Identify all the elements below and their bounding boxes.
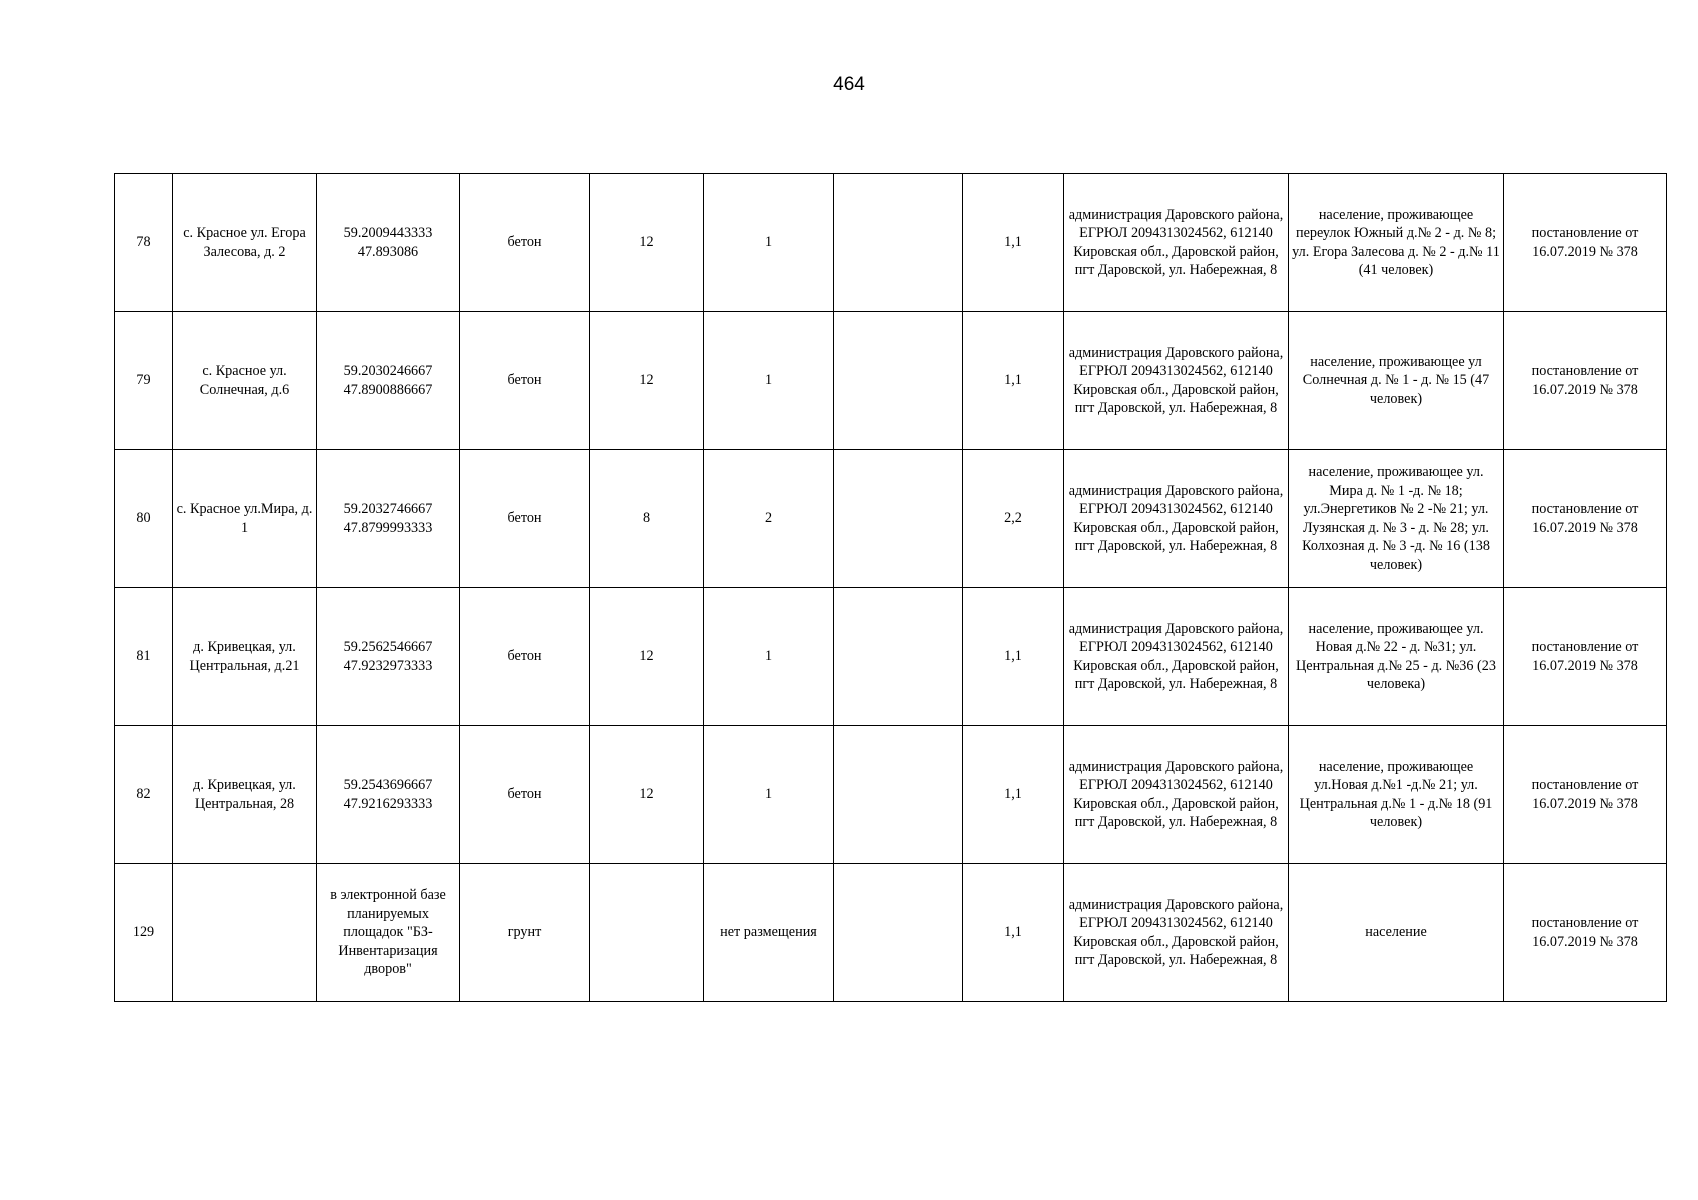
surface-type: бетон	[460, 450, 590, 588]
owner-info: администрация Даровского района, ЕГРЮЛ 2094313024562, 612140 Кировская обл., Даровской район, пгт Даровской, ул. Набережная, 8	[1064, 312, 1289, 450]
container-count: 1	[704, 312, 834, 450]
container-count: нет размещения	[704, 864, 834, 1002]
row-number: 80	[115, 450, 173, 588]
site-area	[590, 864, 704, 1002]
latitude: 59.2543696667	[343, 777, 433, 793]
table-row	[115, 864, 1667, 1002]
site-coordinates: в электронной базе планируемых площадок "БЗ-Инвентаризация дворов"	[317, 864, 460, 1002]
container-count: 1	[704, 588, 834, 726]
extra-cell	[834, 312, 963, 450]
site-coordinates	[317, 174, 460, 312]
owner-info: администрация Даровского района, ЕГРЮЛ 2094313024562, 612140 Кировская обл., Даровской район, пгт Даровской, ул. Набережная, 8	[1064, 864, 1289, 1002]
row-number: 79	[115, 312, 173, 450]
longitude: 47.9232973333	[343, 657, 433, 674]
longitude: 47.8799993333	[343, 519, 433, 536]
table-row	[115, 174, 1667, 312]
row-number: 82	[115, 726, 173, 864]
extra-cell	[834, 450, 963, 588]
surface-type: бетон	[460, 588, 590, 726]
served-population: население, проживающее ул.Новая д.№1 -д.№ 21; ул. Центральная д.№ 1 - д.№ 18 (91 человек)	[1289, 726, 1504, 864]
site-coordinates	[317, 726, 460, 864]
table-row	[115, 588, 1667, 726]
served-population: население, проживающее переулок Южный д.№ 2 - д. № 8; ул. Егора Залесова д. № 2 - д.№ 11 (41 человек)	[1289, 174, 1504, 312]
row-number: 129	[115, 864, 173, 1002]
served-population: население, проживающее ул Солнечная д. № 1 - д. № 15 (47 человек)	[1289, 312, 1504, 450]
resolution-ref: постановление от 16.07.2019 № 378	[1504, 312, 1667, 450]
table-row	[115, 312, 1667, 450]
latitude: 59.2562546667	[343, 639, 433, 655]
owner-info: администрация Даровского района, ЕГРЮЛ 2094313024562, 612140 Кировская обл., Даровской район, пгт Даровской, ул. Набережная, 8	[1064, 174, 1289, 312]
site-area: 8	[590, 450, 704, 588]
surface-type: бетон	[460, 312, 590, 450]
served-population: население	[1289, 864, 1504, 1002]
extra-cell	[834, 174, 963, 312]
row-number: 78	[115, 174, 173, 312]
container-count: 1	[704, 726, 834, 864]
extra-cell	[834, 864, 963, 1002]
surface-type: бетон	[460, 726, 590, 864]
surface-type: грунт	[460, 864, 590, 1002]
site-coordinates	[317, 588, 460, 726]
latitude: 59.2030246667	[343, 363, 433, 379]
site-address: д. Кривецкая, ул. Центральная, д.21	[173, 588, 317, 726]
owner-info: администрация Даровского района, ЕГРЮЛ 2094313024562, 612140 Кировская обл., Даровской район, пгт Даровской, ул. Набережная, 8	[1064, 450, 1289, 588]
owner-info: администрация Даровского района, ЕГРЮЛ 2094313024562, 612140 Кировская обл., Даровской район, пгт Даровской, ул. Набережная, 8	[1064, 726, 1289, 864]
container-volume: 1,1	[963, 312, 1064, 450]
container-volume: 1,1	[963, 864, 1064, 1002]
longitude: 47.9216293333	[343, 795, 433, 812]
site-coordinates	[317, 312, 460, 450]
latitude: 59.2032746667	[343, 501, 433, 517]
site-address: д. Кривецкая, ул. Центральная, 28	[173, 726, 317, 864]
table-row	[115, 450, 1667, 588]
site-address: с. Красное ул.Мира, д. 1	[173, 450, 317, 588]
site-area: 12	[590, 726, 704, 864]
page-number: 464	[833, 74, 865, 95]
container-count: 1	[704, 174, 834, 312]
container-volume: 2,2	[963, 450, 1064, 588]
site-area: 12	[590, 174, 704, 312]
resolution-ref: постановление от 16.07.2019 № 378	[1504, 726, 1667, 864]
served-population: население, проживающее ул. Мира д. № 1 -д. № 18; ул.Энергетиков № 2 -№ 21; ул. Лузянская д. № 3 - д. № 28; ул. Колхозная д. № 3 -д. № 16 (138 человек)	[1289, 450, 1504, 588]
container-volume: 1,1	[963, 726, 1064, 864]
site-coordinates	[317, 450, 460, 588]
row-number: 81	[115, 588, 173, 726]
longitude: 47.8900886667	[343, 381, 433, 398]
container-count: 2	[704, 450, 834, 588]
site-address: с. Красное ул. Егора Залесова, д. 2	[173, 174, 317, 312]
longitude: 47.893086	[357, 243, 419, 260]
resolution-ref: постановление от 16.07.2019 № 378	[1504, 588, 1667, 726]
container-volume: 1,1	[963, 588, 1064, 726]
table-row	[115, 726, 1667, 864]
site-address: с. Красное ул. Солнечная, д.6	[173, 312, 317, 450]
site-area: 12	[590, 588, 704, 726]
resolution-ref: постановление от 16.07.2019 № 378	[1504, 864, 1667, 1002]
site-address	[173, 864, 317, 1002]
site-area: 12	[590, 312, 704, 450]
extra-cell	[834, 726, 963, 864]
owner-info: администрация Даровского района, ЕГРЮЛ 2094313024562, 612140 Кировская обл., Даровской район, пгт Даровской, ул. Набережная, 8	[1064, 588, 1289, 726]
surface-type: бетон	[460, 174, 590, 312]
extra-cell	[834, 588, 963, 726]
served-population: население, проживающее ул. Новая д.№ 22 - д. №31; ул. Центральная д.№ 25 - д. №36 (23 человека)	[1289, 588, 1504, 726]
container-volume: 1,1	[963, 174, 1064, 312]
resolution-ref: постановление от 16.07.2019 № 378	[1504, 450, 1667, 588]
resolution-ref: постановление от 16.07.2019 № 378	[1504, 174, 1667, 312]
latitude: 59.2009443333	[343, 225, 433, 241]
container-sites-table	[114, 173, 1667, 1002]
